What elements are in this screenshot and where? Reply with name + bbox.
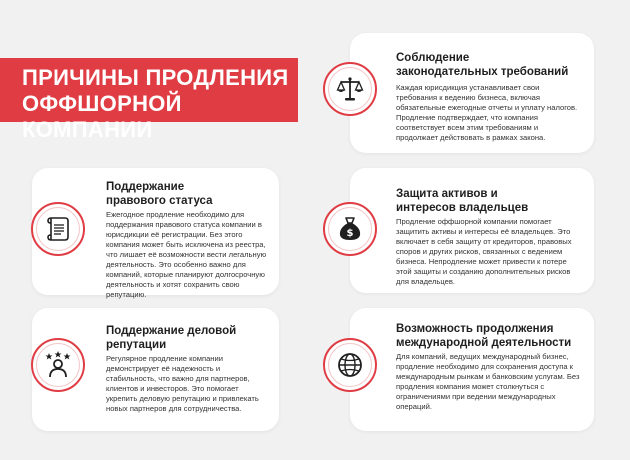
card-title [396,51,568,79]
page-title-line2: ОФФШОРНОЙ КОМПАНИИ [22,91,182,142]
card-asset-protection [350,168,594,293]
card-title-line: репутации [106,339,167,351]
page-title-line1: ПРИЧИНЫ ПРОДЛЕНИЯ [22,65,289,90]
page-title-banner [0,58,298,142]
scales-icon [323,62,377,116]
card-title-line: международной деятельности [396,337,572,349]
scroll-icon [31,202,85,256]
card-description: Продление оффшорной компании помогает защитить активы и интересы её владельцев. Это включает в себя защиту от кредиторов, правовых споров и других рисков, связанных с ведением бизнеса. Непродление может привести к потере этой защиты и созданию дополнительных рисков для владельцев. [396,217,572,286]
card-title-line: интересов владельцев [396,202,529,214]
card-title [106,324,236,352]
card-title-line: Защита активов и [396,188,498,200]
card-title-line: Возможность продолжения [396,323,554,335]
card-title-line: Поддержание деловой [106,325,237,337]
card-title [396,322,571,350]
card-title-line: Соблюдение [396,52,470,64]
globe-icon [323,338,377,392]
svg-text:$: $ [346,228,354,239]
card-international-activity [350,308,594,431]
card-title-line: законодательных требований [396,66,569,78]
card-title-line: Поддержание [106,181,185,193]
card-title [106,180,213,208]
card-title-line: правового статуса [106,195,213,207]
money-bag-icon [323,202,377,256]
card-title [396,187,528,215]
card-description: Ежегодное продление необходимо для поддержания правового статуса компании в юрисдикции её регистрации. Без этого компания может быть исключена из реестра, что лишает её возможности вести легальную деятельность. Это особенно важно для компаний, которые планируют долгосрочную деятельность и хотят сохранить свою репутацию. [106,210,267,299]
card-description: Регулярное продление компании демонстрирует её надежность и стабильность, что важно для партнеров, клиентов и инвесторов. Это помогает укрепить деловую репутацию и привлекать новых партнеров для сотрудничества. [106,354,259,413]
card-description: Для компаний, ведущих международный бизнес, продление необходимо для сохранения доступа к международным рынкам и банковским услугам. Без продления компания может столкнуться с ограничениями при ведении международных операций. [396,352,580,411]
person-stars-icon [31,338,85,392]
card-description: Каждая юрисдикция устанавливает свои требования к ведению бизнеса, включая обязательные ежегодные отчеты и уплату налогов. Продление подтверждает, что компания соответствует всем этим требованиям и продолжает действовать в рамках закона. [396,83,578,142]
card-legal-requirements [350,33,594,153]
